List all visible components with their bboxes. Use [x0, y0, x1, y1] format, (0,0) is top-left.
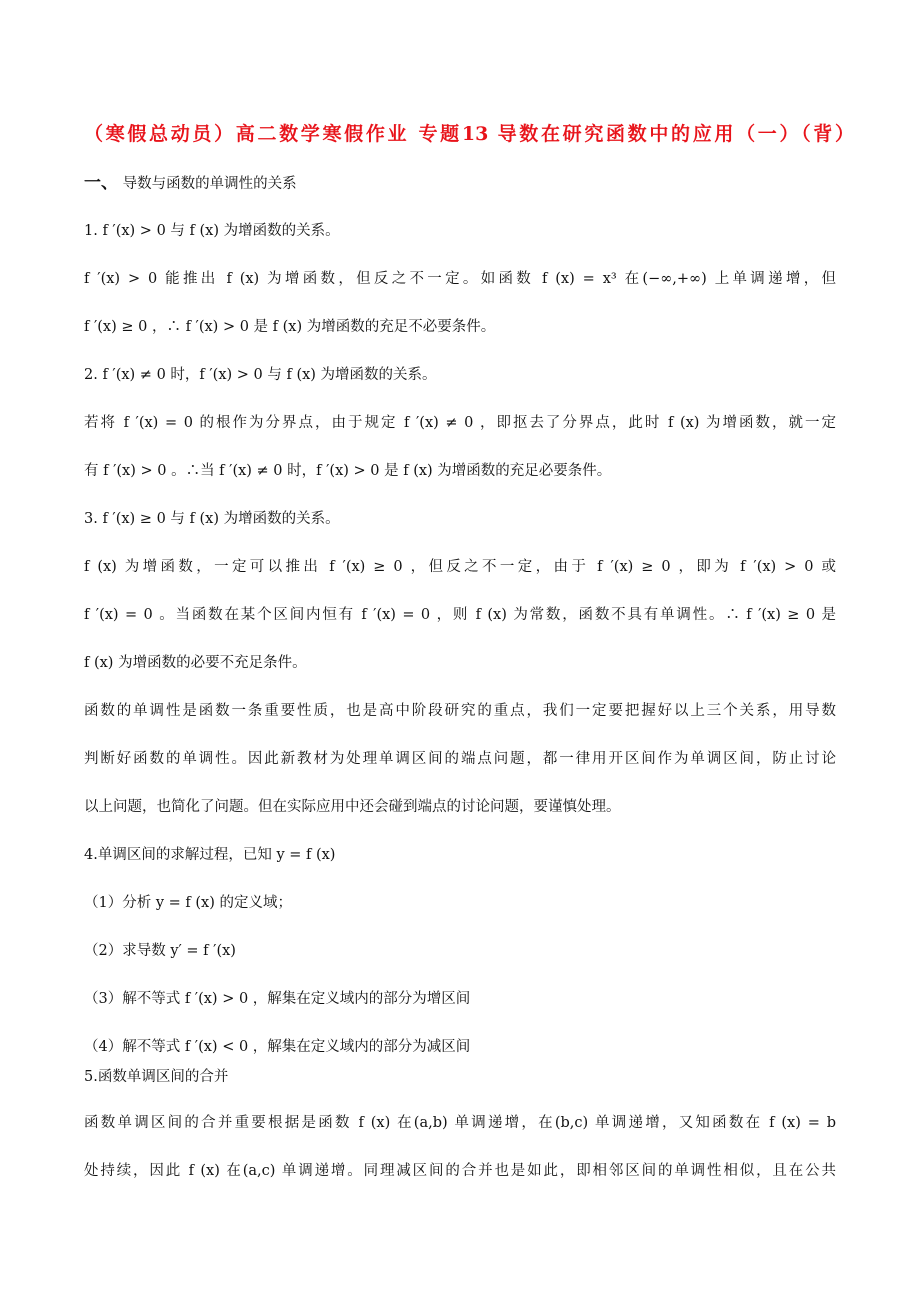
- text-line: （3）解不等式 f ′(x) > 0 ，解集在定义域内的部分为增区间: [84, 991, 471, 1007]
- text-line: （1）分析 y = f (x) 的定义域；: [84, 895, 292, 911]
- text-line: 有 f ′(x) > 0 。∴当 f ′(x) ≠ 0 时，f ′(x) > 0 是 f (x) 为增函数的充足必要条件。: [84, 463, 612, 479]
- text-line: 以上问题，也简化了问题。但在实际应用中还会碰到端点的讨论问题，要谨慎处理。: [84, 799, 621, 815]
- section-title: 导数与函数的单调性的关系: [122, 176, 297, 192]
- text-line: 4.单调区间的求解过程，已知 y = f (x): [84, 847, 336, 863]
- text-line: （4）解不等式 f ′(x) < 0 ，解集在定义域内的部分为减区间: [84, 1039, 471, 1055]
- section-heading: [84, 173, 836, 194]
- text-line: f ′(x) > 0 能推出 f (x) 为增函数，但反之不一定。如函数 f (x) = x³ 在(−∞,+∞) 上单调递增，但: [84, 271, 836, 287]
- document-title: （寒假总动员）高二数学寒假作业 专题13 导数在研究函数中的应用（一）（背）: [84, 123, 854, 145]
- text-line: 函数单调区间的合并重要根据是函数 f (x) 在(a,b) 单调递增，在(b,c) 单调递增，又知函数在 f (x) = b: [84, 1115, 836, 1131]
- text-line: f (x) 为增函数的必要不充足条件。: [84, 655, 307, 671]
- text-line: f ′(x) ≥ 0 ，∴ f ′(x) > 0 是 f (x) 为增函数的充足不必要条件。: [84, 319, 496, 335]
- text-line: 函数的单调性是函数一条重要性质，也是高中阶段研究的重点，我们一定要把握好以上三个关系，用导数: [84, 703, 836, 719]
- text-line: f ′(x) = 0 。当函数在某个区间内恒有 f ′(x) = 0 ，则 f (x) 为常数，函数不具有单调性。∴ f ′(x) ≥ 0 是: [84, 607, 836, 623]
- text-line: 处持续，因此 f (x) 在(a,c) 单调递增。同理减区间的合并也是如此，即相邻区间的单调性相似，且在公共: [84, 1163, 836, 1179]
- text-line: 2. f ′(x) ≠ 0 时，f ′(x) > 0 与 f (x) 为增函数的关系。: [84, 367, 437, 383]
- text-line: f (x) 为增函数，一定可以推出 f ′(x) ≥ 0 ，但反之不一定，由于 f ′(x) ≥ 0 ，即为 f ′(x) > 0 或: [84, 559, 836, 575]
- text-line: 1. f ′(x) > 0 与 f (x) 为增函数的关系。: [84, 223, 340, 239]
- text-line: 5.函数单调区间的合并: [84, 1069, 229, 1085]
- text-line: 3. f ′(x) ≥ 0 与 f (x) 为增函数的关系。: [84, 511, 340, 527]
- text-line: 判断好函数的单调性。因此新教材为处理单调区间的端点问题，都一律用开区间作为单调区间，防止讨论: [84, 751, 836, 767]
- section-number: 一、: [84, 173, 118, 193]
- text-line: 若将 f ′(x) = 0 的根作为分界点，由于规定 f ′(x) ≠ 0 ，即抠去了分界点，此时 f (x) 为增函数，就一定: [84, 415, 836, 431]
- text-line: （2）求导数 y′ = f ′(x): [84, 943, 236, 959]
